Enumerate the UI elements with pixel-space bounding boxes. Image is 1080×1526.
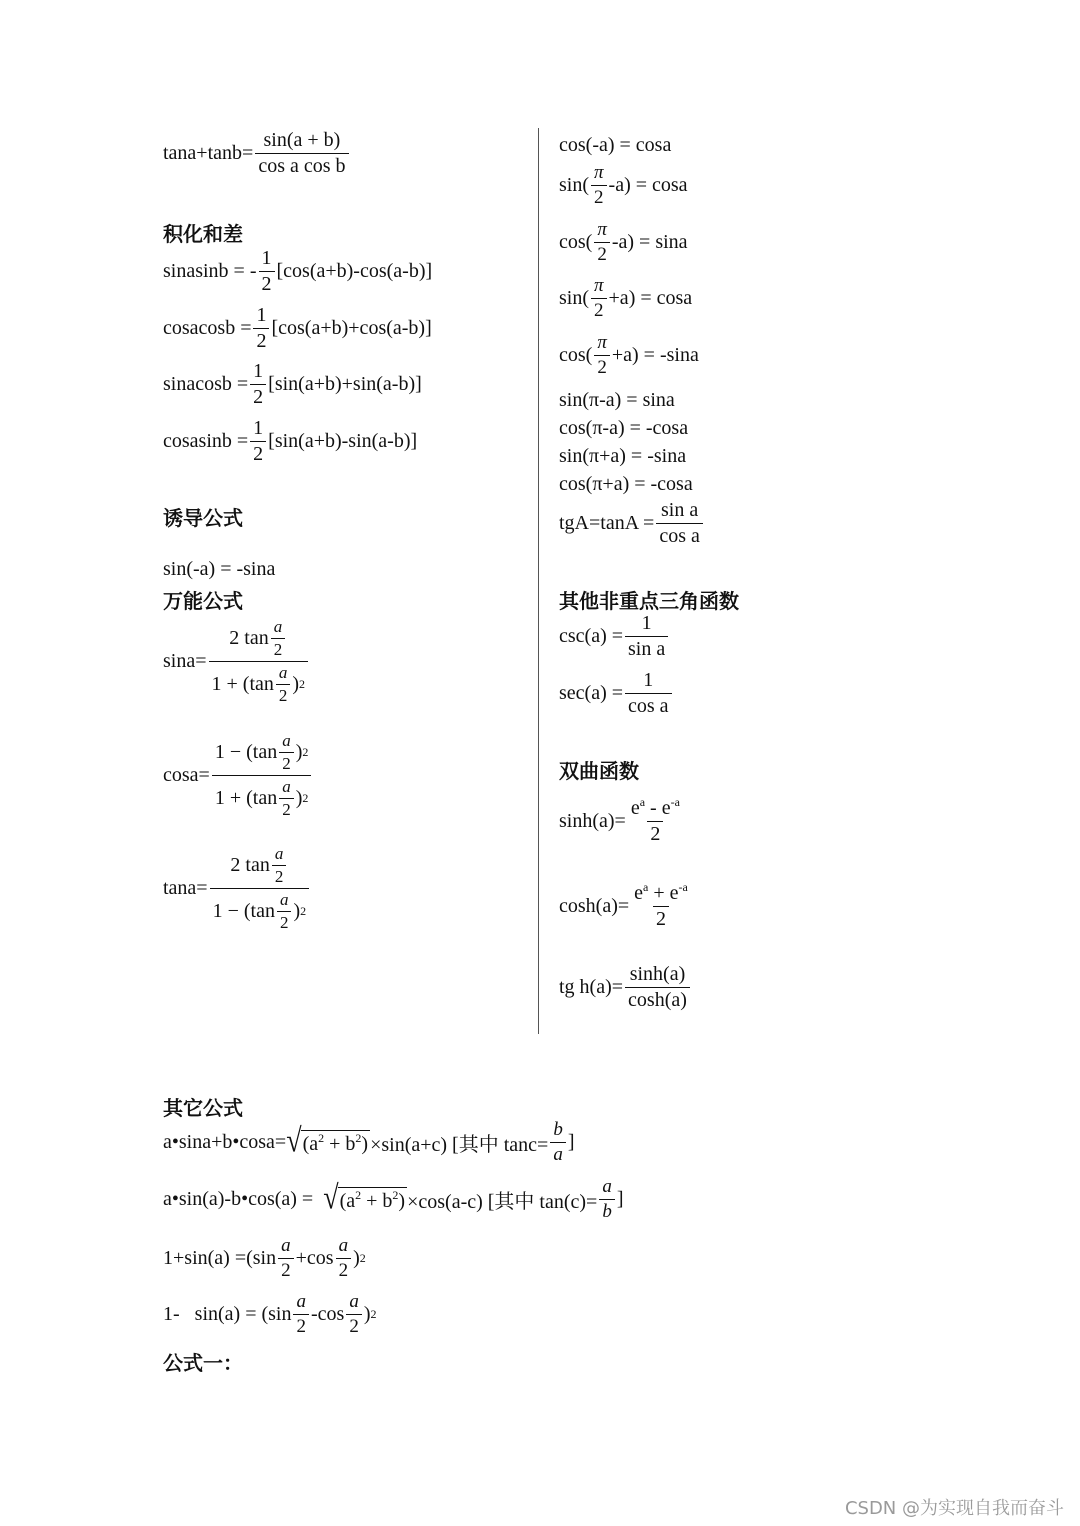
tan-sum-formula: tana+tanb= $\frac{\sin(a + b)}{\text{cos a cos b}}$ bbox=[163, 130, 351, 177]
sec-formula: sec(a) = $\frac{1}{\text{cos a}}$ bbox=[559, 670, 674, 717]
product-formula-3: sinacosb = $\frac{1}{2}$ [sin(a+b)+sin(a-b)] bbox=[163, 360, 422, 408]
fraction: $\frac{\sin(a + b)}{\text{cos a cos b}}$ bbox=[255, 130, 348, 177]
watermark: CSDN @为实现自我而奋斗 bbox=[844, 1498, 1064, 1519]
right-formula-10: tgA=tanA = $\frac{\text{sin a}}{\text{cos a}}$ bbox=[559, 500, 705, 547]
heading-formula-one: 公式一： bbox=[163, 1351, 243, 1375]
heading-other-trig: 其他非重点三角函数 bbox=[559, 589, 739, 613]
right-formula-4: sin( $\frac{\pi}{2}$ +a) = cosa bbox=[559, 275, 693, 321]
right-formula-8: sin(π+a) = -sina bbox=[559, 445, 687, 467]
csc-formula: csc(a) = $\frac{1}{\text{sin a}}$ bbox=[559, 613, 670, 660]
right-formula-5: cos( $\frac{\pi}{2}$ +a) = -sina bbox=[559, 332, 699, 378]
sqrt: √ $(a^2 + b^2)$ bbox=[323, 1180, 406, 1218]
right-formula-3: cos( $\frac{\pi}{2}$ -a) = sina bbox=[559, 219, 688, 265]
cosh-formula: cosh(a)= $\frac{e^a + e^{-a}}{2}$ bbox=[559, 880, 688, 930]
column-divider bbox=[538, 128, 539, 1034]
product-formula-4: cosasinb = $\frac{1}{2}$ [sin(a+b)-sin(a-b)] bbox=[163, 417, 418, 465]
other-formula-4: 1- sin(a) = (sin $\frac{a}{2}$ -cos $\frac{a}{2}$ ) 2 bbox=[163, 1291, 377, 1337]
sqrt: √ $(a^2 + b^2)$ bbox=[286, 1123, 369, 1161]
heading-hyperbolic: 双曲函数 bbox=[559, 759, 639, 783]
sinh-formula: sinh(a)= $\frac{e^a - e^{-a}}{2}$ bbox=[559, 795, 680, 845]
product-formula-1: sinasinb = - $\frac{1}{2}$ [cos(a+b)-cos(a-b)] bbox=[163, 247, 433, 295]
right-formula-1: cos(-a) = cosa bbox=[559, 134, 672, 156]
other-formula-3: 1+sin(a) =(sin $\frac{a}{2}$ +cos $\frac{a}{2}$ ) 2 bbox=[163, 1235, 366, 1281]
universal-tan-formula: tana= 2 tan $\frac{a}{2}$ 1 − (tan $\frac{a}{2}$ ) 2 bbox=[163, 845, 311, 931]
other-formula-1: a•sina+b•cosa= √ $(a^2 + b^2)$ ×sin(a+c) [其中 tanc= $\frac{b}{a}$ ] bbox=[163, 1119, 575, 1165]
product-formula-2: cosacosb = $\frac{1}{2}$ [cos(a+b)+cos(a-b)] bbox=[163, 304, 432, 352]
right-formula-9: cos(π+a) = -cosa bbox=[559, 473, 693, 495]
universal-cos-formula: cosa= 1 − (tan $\frac{a}{2}$ ) 2 1 + (tan $\frac{a}{2}$ ) 2 bbox=[163, 732, 313, 818]
heading-product-to-sum: 积化和差 bbox=[163, 222, 243, 246]
tgh-formula: tg h(a)= $\frac{\sinh(a)}{\cosh(a)}$ bbox=[559, 964, 692, 1011]
heading-other-formulas: 其它公式 bbox=[163, 1096, 243, 1120]
right-formula-7: cos(π-a) = -cosa bbox=[559, 417, 689, 439]
right-formula-6: sin(π-a) = sina bbox=[559, 389, 675, 411]
universal-sin-formula: sina= 2 tan $\frac{a}{2}$ 1 + (tan $\frac{a}{2}$ ) 2 bbox=[163, 618, 310, 704]
induction-formula: sin(-a) = -sina bbox=[163, 558, 276, 580]
right-formula-2: sin( $\frac{\pi}{2}$ -a) = cosa bbox=[559, 162, 688, 208]
other-formula-2: a•sin(a)-b•cos(a) = √ $(a^2 + b^2)$ ×cos(a-c) [其中 tan(c)= $\frac{a}{b}$ ] bbox=[163, 1176, 624, 1222]
heading-universal: 万能公式 bbox=[163, 589, 243, 613]
heading-induction: 诱导公式 bbox=[163, 506, 243, 530]
